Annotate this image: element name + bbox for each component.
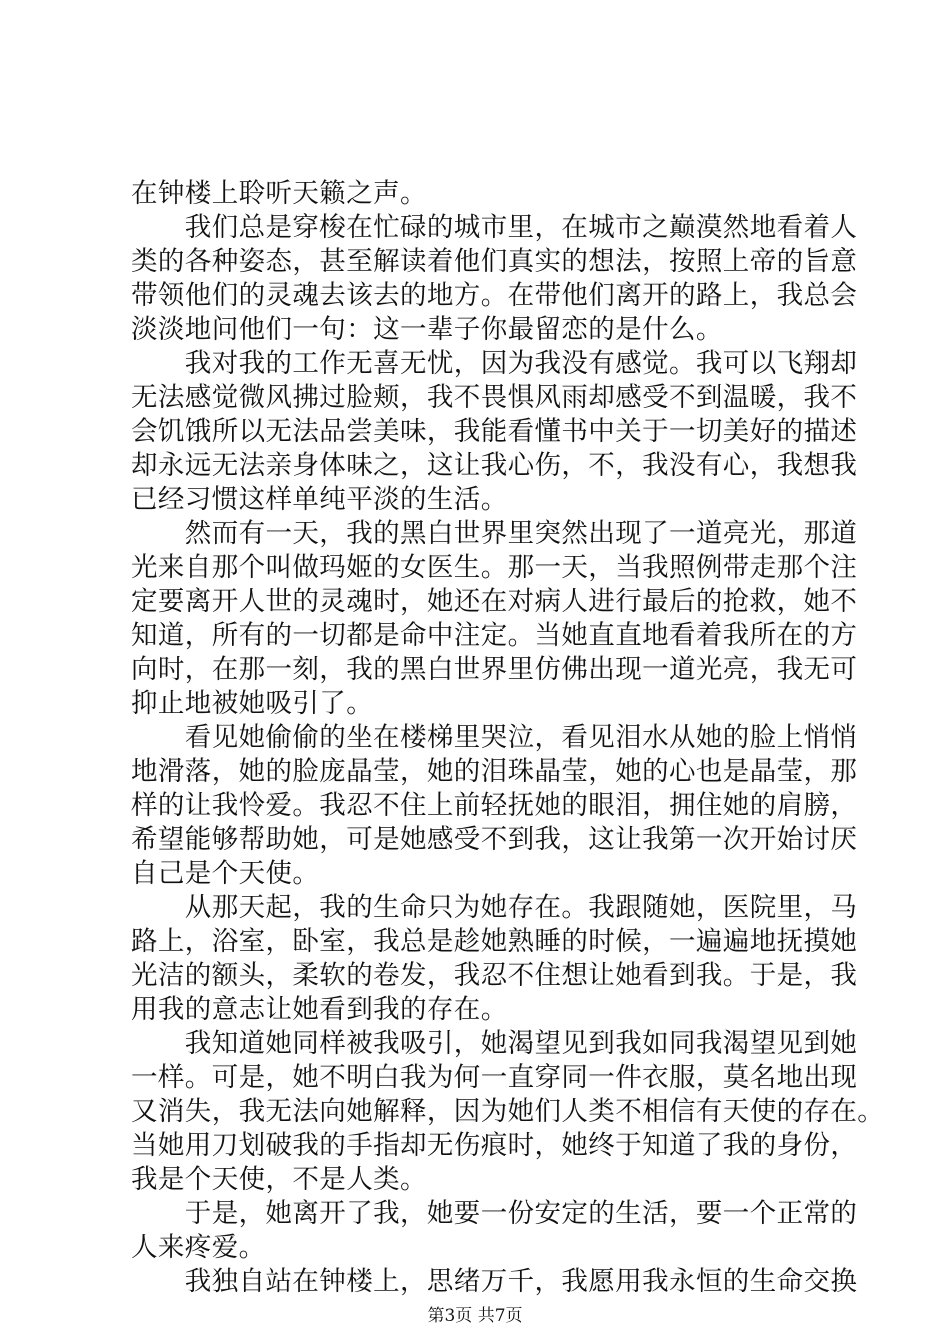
text-line: 路上，浴室，卧室，我总是趁她熟睡的时候，一遍遍地抚摸她: [131, 926, 858, 957]
text-line: 会饥饿所以无法品尝美味，我能看懂书中关于一切美好的描述: [131, 416, 858, 447]
text-line: 人来疼爱。: [131, 1232, 266, 1263]
text-line: 我知道她同样被我吸引，她渴望见到我如同我渴望见到她: [131, 1028, 858, 1059]
text-line: 自己是个天使。: [131, 858, 320, 889]
text-line: 又消失，我无法向她解释，因为她们人类不相信有天使的存在。: [131, 1096, 885, 1127]
text-line: 向时，在那一刻，我的黑白世界里仿佛出现一道光亮，我无可: [131, 654, 858, 685]
text-line: 用我的意志让她看到我的存在。: [131, 994, 508, 1025]
text-line: 抑止地被她吸引了。: [131, 688, 374, 719]
text-line: 我们总是穿梭在忙碌的城市里，在城市之巅漠然地看着人: [131, 212, 858, 243]
text-line: 类的各种姿态，甚至解读着他们真实的想法，按照上帝的旨意: [131, 246, 858, 277]
text-line: 我对我的工作无喜无忧，因为我没有感觉。我可以飞翔却: [131, 348, 858, 379]
text-line: 地滑落，她的脸庞晶莹，她的泪珠晶莹，她的心也是晶莹，那: [131, 756, 858, 787]
text-line: 带领他们的灵魂去该去的地方。在带他们离开的路上，我总会: [131, 280, 858, 311]
text-line: 在钟楼上聆听天籁之声。: [131, 178, 427, 209]
text-line: 却永远无法亲身体味之，这让我心伤，不，我没有心，我想我: [131, 450, 858, 481]
text-line: 已经习惯这样单纯平淡的生活。: [131, 484, 508, 515]
text-line: 光来自那个叫做玛姬的女医生。那一天，当我照例带走那个注: [131, 552, 858, 583]
text-line: 然而有一天，我的黑白世界里突然出现了一道亮光，那道: [131, 518, 858, 549]
text-line: 定要离开人世的灵魂时，她还在对病人进行最后的抢救，她不: [131, 586, 858, 617]
text-line: 样的让我怜爱。我忍不住上前轻抚她的眼泪，拥住她的肩膀，: [131, 790, 858, 821]
text-line: 一样。可是，她不明白我为何一直穿同一件衣服，莫名地出现: [131, 1062, 858, 1093]
text-line: 淡淡地问他们一句：这一辈子你最留恋的是什么。: [131, 314, 723, 345]
page-footer: 第3页 共7页: [427, 1306, 523, 1326]
text-line: 知道，所有的一切都是命中注定。当她直直地看着我所在的方: [131, 620, 858, 651]
text-line: 我独自站在钟楼上，思绪万千，我愿用我永恒的生命交换: [131, 1266, 858, 1297]
text-line: 从那天起，我的生命只为她存在。我跟随她，医院里，马: [131, 892, 858, 923]
text-line: 看见她偷偷的坐在楼梯里哭泣，看见泪水从她的脸上悄悄: [131, 722, 858, 753]
text-line: 我是个天使，不是人类。: [131, 1164, 427, 1195]
text-line: 无法感觉微风拂过脸颊，我不畏惧风雨却感受不到温暖，我不: [131, 382, 858, 413]
text-line: 希望能够帮助她，可是她感受不到我，这让我第一次开始讨厌: [131, 824, 858, 855]
text-line: 当她用刀划破我的手指却无伤痕时，她终于知道了我的身份，: [131, 1130, 858, 1161]
text-line: 于是，她离开了我，她要一份安定的生活，要一个正常的: [131, 1198, 858, 1229]
text-line: 光洁的额头，柔软的卷发，我忍不住想让她看到我。于是，我: [131, 960, 858, 991]
